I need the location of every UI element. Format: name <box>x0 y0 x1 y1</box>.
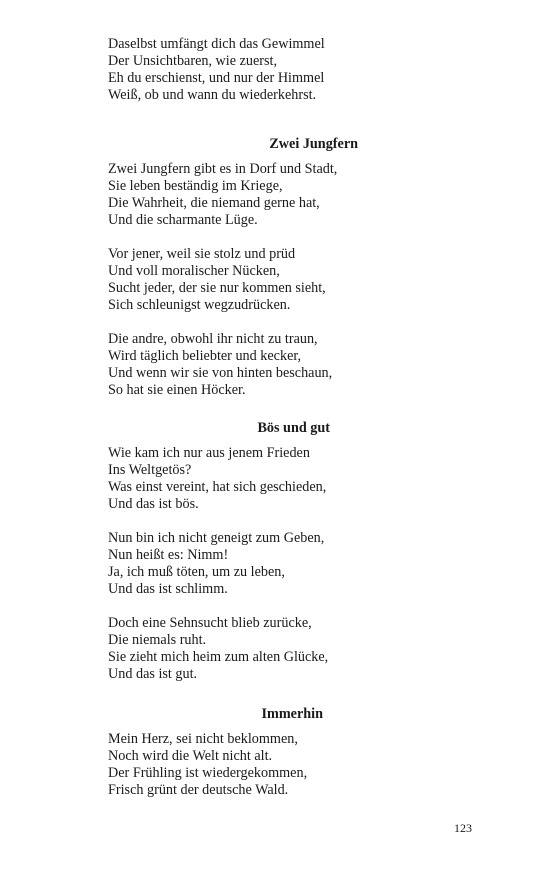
verse-line: Weiß, ob und wann du wiederkehrst. <box>108 87 317 103</box>
verse-line: Doch eine Sehnsucht blieb zurücke, <box>108 615 312 631</box>
stanza <box>108 331 358 399</box>
verse-line: Sich schleunigst wegzudrücken. <box>108 297 291 313</box>
verse-line: Eh du erschienst, und nur der Himmel <box>108 70 325 86</box>
verse-line: Und die scharmante Lüge. <box>108 212 258 228</box>
verse-line: Ins Weltgetös? <box>108 462 192 478</box>
verse-line: Sie leben beständig im Kriege, <box>108 178 283 194</box>
poem-boes-und-gut <box>108 420 330 683</box>
verse-line: Und wenn wir sie von hinten beschaun, <box>108 365 333 381</box>
verse-line: Sucht jeder, der sie nur kommen sieht, <box>108 280 326 296</box>
verse-line: Und voll moralischer Nücken, <box>108 263 280 279</box>
verse-line: Und das ist schlimm. <box>108 581 228 597</box>
poem-zwei-jungfern <box>108 136 358 399</box>
verse-line: Wie kam ich nur aus jenem Frieden <box>108 445 310 461</box>
verse-line: Ja, ich muß töten, um zu leben, <box>108 564 285 580</box>
stanza <box>108 161 358 229</box>
stanza <box>108 246 358 314</box>
verse-line: Die andre, obwohl ihr nicht zu traun, <box>108 331 318 347</box>
stanza <box>108 36 325 104</box>
verse-line: Die Wahrheit, die niemand gerne hat, <box>108 195 320 211</box>
verse-line: Vor jener, weil sie stolz und prüd <box>108 246 296 262</box>
stanza <box>108 731 323 799</box>
verse-line: Nun heißt es: Nimm! <box>108 547 229 563</box>
stanza <box>108 530 330 598</box>
verse-line: Sie zieht mich heim zum alten Glücke, <box>108 649 329 665</box>
verse-line: Wird täglich beliebter und kecker, <box>108 348 302 364</box>
verse-line: Und das ist bös. <box>108 496 199 512</box>
poem-title: Zwei Jungfern <box>269 136 358 152</box>
verse-line: Der Frühling ist wiedergekommen, <box>108 765 308 781</box>
verse-line: Was einst vereint, hat sich geschieden, <box>108 479 327 495</box>
page-number: 123 <box>454 821 472 835</box>
verse-line: Daselbst umfängt dich das Gewimmel <box>108 36 325 52</box>
verse-line: Der Unsichtbaren, wie zuerst, <box>108 53 278 69</box>
stanza <box>108 615 330 683</box>
verse-line: Zwei Jungfern gibt es in Dorf und Stadt, <box>108 161 338 177</box>
verse-line: Mein Herz, sei nicht beklommen, <box>108 731 298 747</box>
verse-line: Frisch grünt der deutsche Wald. <box>108 782 289 798</box>
poem-title: Bös und gut <box>257 420 330 436</box>
verse-line: Noch wird die Welt nicht alt. <box>108 748 273 764</box>
poem-title: Immerhin <box>261 706 323 722</box>
verse-line: Die niemals ruht. <box>108 632 207 648</box>
stanza <box>108 445 330 513</box>
verse-line: Nun bin ich nicht geneigt zum Geben, <box>108 530 325 546</box>
poem-continuation <box>108 36 325 104</box>
poem-immerhin <box>108 706 323 799</box>
verse-line: Und das ist gut. <box>108 666 198 682</box>
verse-line: So hat sie einen Höcker. <box>108 382 246 398</box>
